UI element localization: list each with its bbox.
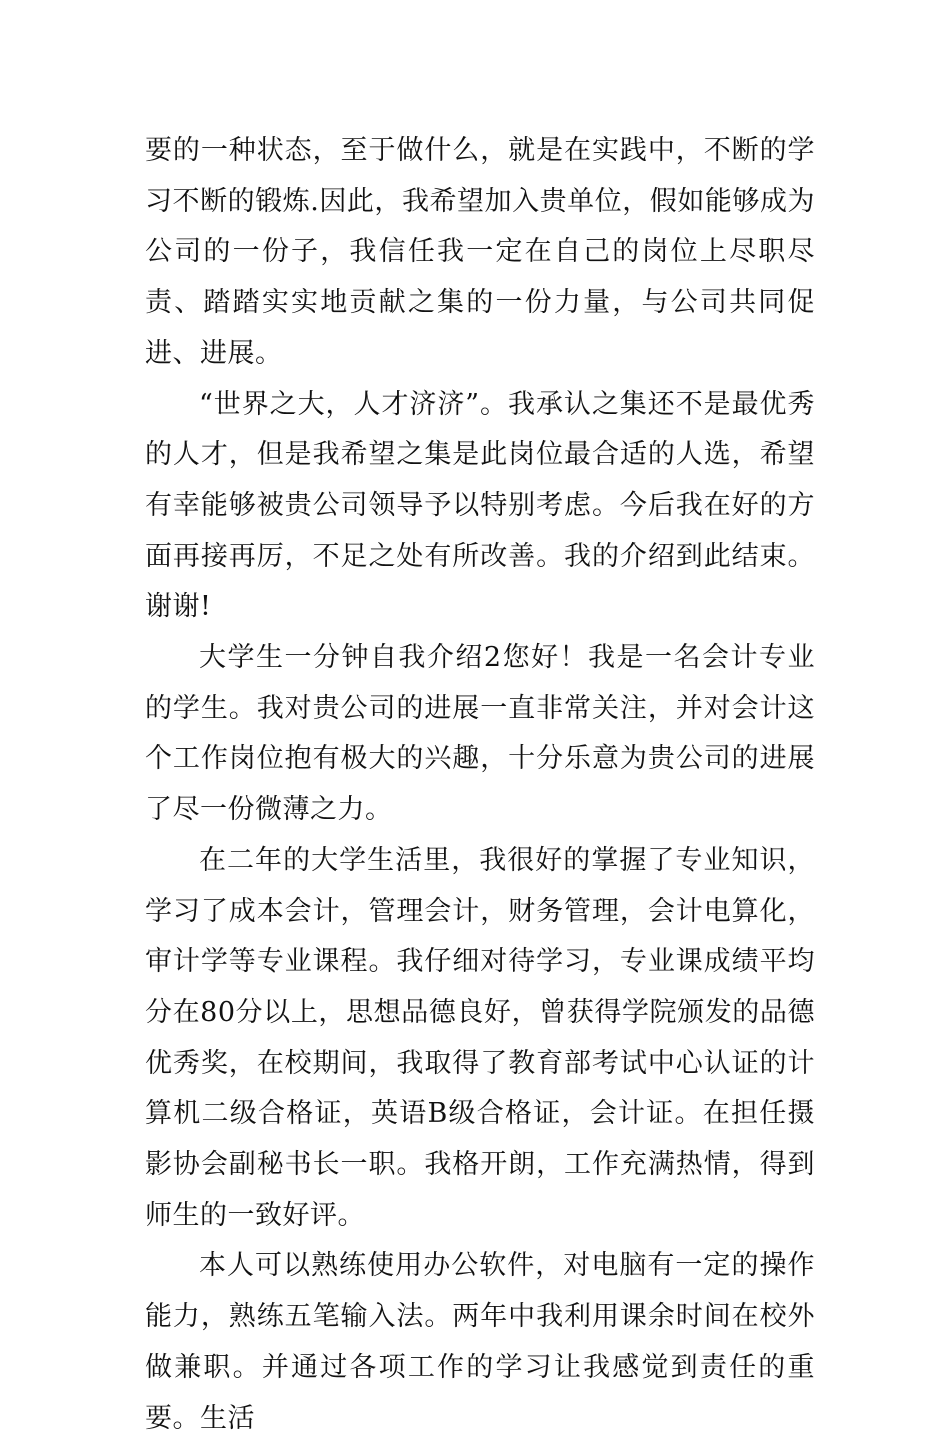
paragraph-4: 在二年的大学生活里，我很好的掌握了专业知识，学习了成本会计，管理会计，财务管理，会计电算化，审计学等专业课程。我仔细对待学习，专业课成绩平均分在80分以上，思想品德良好，曾获得学院颁发的品德优秀奖，在校期间，我取得了教育部考试中心认证的计算机二级合格证，英语B级合格证，会计证。在担任摄影协会副秘书长一职。我格开朗，工作充满热情，得到师生的一致好评。 — [145, 844, 815, 1231]
paragraph-3: 大学生一分钟自我介绍2您好！我是一名会计专业的学生。我对贵公司的进展一直非常关注，并对会计这个工作岗位抱有极大的兴趣，十分乐意为贵公司的进展了尽一份微薄之力。 — [145, 642, 815, 826]
paragraph-1: 要的一种状态，至于做什么，就是在实践中，不断的学习不断的锻炼.因此，我希望加入贵单位，假如能够成为公司的一份子，我信任我一定在自己的岗位上尽职尽责、踏踏实实地贡献之集的一份力量，与公司共同促进、进展。 — [145, 135, 815, 369]
paragraph-2: “世界之大，人才济济”。我承认之集还不是最优秀的人才，但是我希望之集是此岗位最合适的人选，希望有幸能够被贵公司领导予以特别考虑。今后我在好的方面再接再厉，不足之处有所改善。我的介绍到此结束。谢谢! — [145, 388, 815, 623]
paragraph-5: 本人可以熟练使用办公软件，对电脑有一定的操作能力，熟练五笔输入法。两年中我利用课余时间在校外做兼职。并通过各项工作的学习让我感觉到责任的重要。生活 — [145, 1250, 815, 1434]
document-body — [145, 126, 815, 1444]
